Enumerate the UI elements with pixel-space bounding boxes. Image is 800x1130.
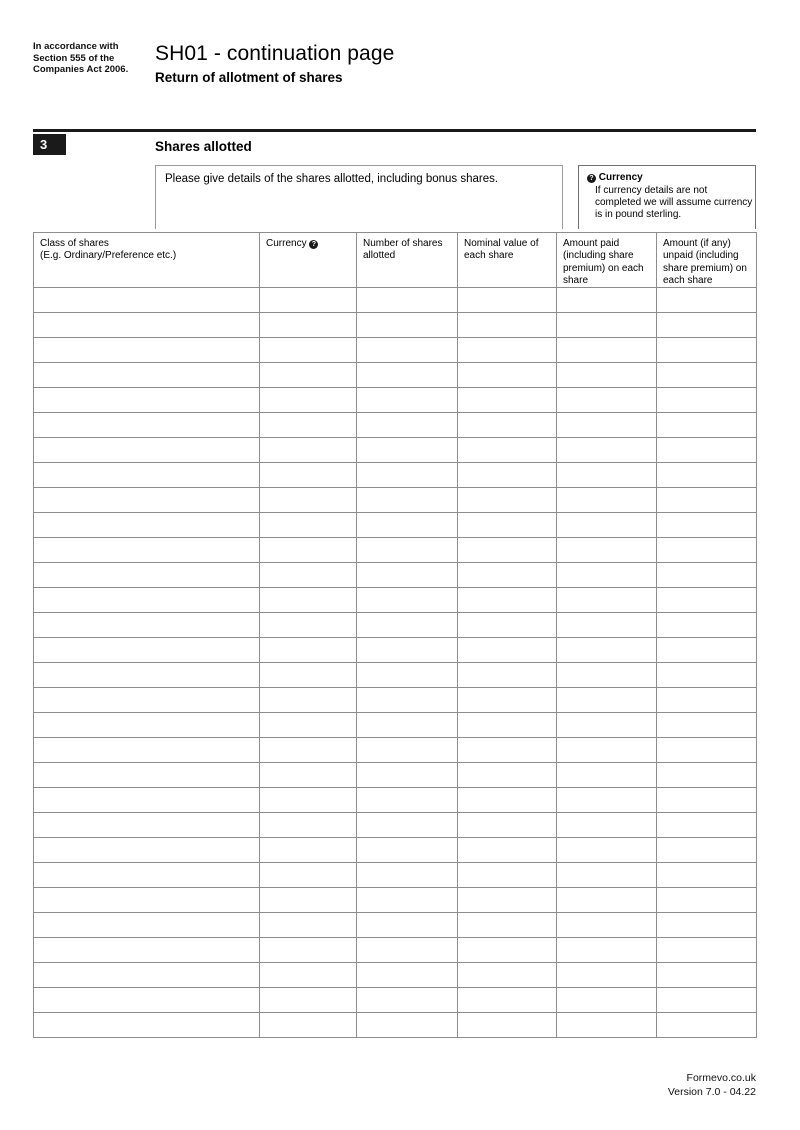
amount-unpaid-line-1: Amount (if any) — [663, 238, 731, 249]
cell-currency[interactable] — [260, 563, 357, 588]
cell-amount-unpaid[interactable] — [657, 813, 757, 838]
cell-amount-paid[interactable] — [557, 438, 657, 463]
table-row — [34, 788, 757, 813]
table-row — [34, 338, 757, 363]
cell-nominal-value-of-each-share[interactable] — [458, 838, 557, 863]
table-row — [34, 288, 757, 313]
accordance-line-2: Section 555 of the — [33, 52, 115, 64]
table-row — [34, 538, 757, 563]
section-number-badge — [33, 134, 66, 155]
cell-amount-unpaid[interactable] — [657, 738, 757, 763]
cell-number-of-shares-allotted[interactable] — [357, 463, 458, 488]
cell-class-of-shares[interactable] — [34, 913, 260, 938]
cell-amount-unpaid[interactable] — [657, 638, 757, 663]
cell-amount-paid[interactable] — [557, 413, 657, 438]
section-title: Shares allotted — [155, 139, 252, 154]
cell-number-of-shares-allotted[interactable] — [357, 713, 458, 738]
cell-nominal-value-of-each-share[interactable] — [458, 288, 557, 313]
cell-amount-unpaid[interactable] — [657, 363, 757, 388]
nominal-value-line-1: Nominal value of — [464, 238, 539, 249]
cell-amount-unpaid[interactable] — [657, 713, 757, 738]
cell-currency[interactable] — [260, 688, 357, 713]
class-of-shares-line-1: Class of shares — [40, 238, 109, 249]
cell-currency[interactable] — [260, 488, 357, 513]
class-of-shares-line-2: (E.g. Ordinary/Preference etc.) — [40, 250, 177, 262]
cell-number-of-shares-allotted[interactable] — [357, 938, 458, 963]
section-number: 3 — [40, 137, 48, 152]
cell-nominal-value-of-each-share[interactable] — [458, 413, 557, 438]
cell-currency[interactable] — [260, 1013, 357, 1038]
footer-version: Version 7.0 - 04.22 — [667, 1085, 756, 1098]
cell-amount-paid[interactable] — [557, 988, 657, 1013]
cell-nominal-value-of-each-share[interactable] — [458, 463, 557, 488]
cell-amount-unpaid[interactable] — [657, 763, 757, 788]
cell-nominal-value-of-each-share[interactable] — [458, 563, 557, 588]
accordance-line-1: In accordance with — [33, 41, 119, 52]
cell-number-of-shares-allotted[interactable] — [357, 638, 458, 663]
currency-header-label: Currency — [266, 238, 307, 249]
table-row — [34, 988, 757, 1013]
cell-currency[interactable] — [260, 813, 357, 838]
cell-nominal-value-of-each-share[interactable] — [458, 388, 557, 413]
cell-amount-unpaid[interactable] — [657, 438, 757, 463]
cell-number-of-shares-allotted[interactable] — [357, 838, 458, 863]
cell-class-of-shares[interactable] — [34, 388, 260, 413]
cell-nominal-value-of-each-share[interactable] — [458, 913, 557, 938]
cell-amount-paid[interactable] — [557, 538, 657, 563]
currency-note-heading — [587, 172, 643, 184]
cell-amount-paid[interactable] — [557, 963, 657, 988]
table-row — [34, 663, 757, 688]
shares-allotted-table-body — [34, 288, 757, 1038]
cell-nominal-value-of-each-share[interactable] — [458, 313, 557, 338]
table-row — [34, 838, 757, 863]
accordance-line-3: Companies Act 2006. — [33, 64, 129, 75]
amount-paid-line-3: premium) on each — [563, 262, 644, 274]
cell-amount-paid[interactable] — [557, 813, 657, 838]
help-question-icon: ? — [309, 240, 318, 249]
cell-amount-unpaid[interactable] — [657, 588, 757, 613]
cell-nominal-value-of-each-share[interactable] — [458, 363, 557, 388]
cell-nominal-value-of-each-share[interactable] — [458, 963, 557, 988]
cell-number-of-shares-allotted[interactable] — [357, 863, 458, 888]
cell-number-of-shares-allotted[interactable] — [357, 813, 458, 838]
cell-class-of-shares[interactable] — [34, 1013, 260, 1038]
instruction-box — [155, 165, 563, 229]
amount-unpaid-line-2: unpaid (including — [663, 250, 739, 262]
cell-number-of-shares-allotted[interactable] — [357, 738, 458, 763]
currency-note-box — [578, 165, 756, 229]
cell-number-of-shares-allotted[interactable] — [357, 513, 458, 538]
cell-currency[interactable] — [260, 438, 357, 463]
cell-class-of-shares[interactable] — [34, 363, 260, 388]
cell-class-of-shares[interactable] — [34, 288, 260, 313]
cell-class-of-shares[interactable] — [34, 613, 260, 638]
table-row — [34, 313, 757, 338]
table-row — [34, 863, 757, 888]
cell-nominal-value-of-each-share[interactable] — [458, 513, 557, 538]
cell-nominal-value-of-each-share[interactable] — [458, 663, 557, 688]
column-header-class-of-shares — [34, 233, 260, 288]
cell-currency[interactable] — [260, 788, 357, 813]
cell-nominal-value-of-each-share[interactable] — [458, 988, 557, 1013]
cell-number-of-shares-allotted[interactable] — [357, 538, 458, 563]
cell-currency[interactable] — [260, 313, 357, 338]
amount-paid-line-4: share — [563, 274, 589, 286]
cell-class-of-shares[interactable] — [34, 688, 260, 713]
cell-number-of-shares-allotted[interactable] — [357, 313, 458, 338]
cell-currency[interactable] — [260, 838, 357, 863]
cell-class-of-shares[interactable] — [34, 888, 260, 913]
cell-nominal-value-of-each-share[interactable] — [458, 938, 557, 963]
cell-currency[interactable] — [260, 388, 357, 413]
footer — [668, 1072, 756, 1099]
cell-nominal-value-of-each-share[interactable] — [458, 538, 557, 563]
cell-amount-unpaid[interactable] — [657, 838, 757, 863]
cell-amount-unpaid[interactable] — [657, 888, 757, 913]
nominal-value-line-2: each share — [464, 250, 514, 262]
cell-amount-unpaid[interactable] — [657, 688, 757, 713]
cell-number-of-shares-allotted[interactable] — [357, 1013, 458, 1038]
cell-class-of-shares[interactable] — [34, 813, 260, 838]
cell-amount-paid[interactable] — [557, 363, 657, 388]
cell-class-of-shares[interactable] — [34, 313, 260, 338]
cell-nominal-value-of-each-share[interactable] — [458, 713, 557, 738]
table-row — [34, 638, 757, 663]
cell-number-of-shares-allotted[interactable] — [357, 763, 458, 788]
cell-currency[interactable] — [260, 513, 357, 538]
cell-class-of-shares[interactable] — [34, 638, 260, 663]
table-row — [34, 1013, 757, 1038]
cell-number-of-shares-allotted[interactable] — [357, 888, 458, 913]
table-row — [34, 688, 757, 713]
currency-header-line — [266, 238, 351, 250]
table-row — [34, 413, 757, 438]
cell-class-of-shares[interactable] — [34, 438, 260, 463]
cell-number-of-shares-allotted[interactable] — [357, 438, 458, 463]
shares-allotted-table — [33, 232, 757, 1038]
table-row — [34, 938, 757, 963]
amount-paid-line-1: Amount paid — [563, 238, 620, 249]
cell-amount-paid[interactable] — [557, 1013, 657, 1038]
cell-nominal-value-of-each-share[interactable] — [458, 438, 557, 463]
cell-amount-unpaid[interactable] — [657, 388, 757, 413]
cell-class-of-shares[interactable] — [34, 513, 260, 538]
cell-number-of-shares-allotted[interactable] — [357, 488, 458, 513]
cell-amount-paid[interactable] — [557, 738, 657, 763]
cell-number-of-shares-allotted[interactable] — [357, 288, 458, 313]
cell-currency[interactable] — [260, 538, 357, 563]
help-question-icon: ? — [587, 174, 596, 183]
cell-class-of-shares[interactable] — [34, 838, 260, 863]
table-row — [34, 513, 757, 538]
cell-amount-unpaid[interactable] — [657, 613, 757, 638]
cell-amount-paid[interactable] — [557, 588, 657, 613]
cell-number-of-shares-allotted[interactable] — [357, 563, 458, 588]
instruction-text: Please give details of the shares allotted, including bonus shares. — [165, 173, 499, 185]
cell-amount-paid[interactable] — [557, 463, 657, 488]
currency-note-body: If currency details are not completed we will assume currency is in pound sterling. — [595, 185, 753, 221]
amount-unpaid-line-3: share premium) on — [663, 262, 747, 274]
cell-number-of-shares-allotted[interactable] — [357, 613, 458, 638]
column-header-amount-unpaid — [657, 233, 757, 288]
cell-amount-unpaid[interactable] — [657, 338, 757, 363]
cell-amount-unpaid[interactable] — [657, 563, 757, 588]
page-title: SH01 - continuation page — [155, 42, 395, 65]
table-row — [34, 738, 757, 763]
shares-allotted-table-wrap — [33, 232, 756, 1038]
cell-nominal-value-of-each-share[interactable] — [458, 888, 557, 913]
cell-amount-paid[interactable] — [557, 888, 657, 913]
cell-class-of-shares[interactable] — [34, 413, 260, 438]
cell-class-of-shares[interactable] — [34, 863, 260, 888]
footer-site: Formevo.co.uk — [686, 1072, 756, 1084]
cell-nominal-value-of-each-share[interactable] — [458, 613, 557, 638]
cell-class-of-shares[interactable] — [34, 963, 260, 988]
cell-currency[interactable] — [260, 763, 357, 788]
cell-nominal-value-of-each-share[interactable] — [458, 688, 557, 713]
cell-amount-paid[interactable] — [557, 338, 657, 363]
cell-number-of-shares-allotted[interactable] — [357, 588, 458, 613]
table-row — [34, 713, 757, 738]
cell-amount-unpaid[interactable] — [657, 863, 757, 888]
cell-currency[interactable] — [260, 663, 357, 688]
cell-nominal-value-of-each-share[interactable] — [458, 1013, 557, 1038]
column-header-amount-paid — [557, 233, 657, 288]
currency-note-heading-label: Currency — [598, 172, 643, 183]
cell-amount-paid[interactable] — [557, 913, 657, 938]
table-row — [34, 963, 757, 988]
cell-number-of-shares-allotted[interactable] — [357, 663, 458, 688]
page-subtitle: Return of allotment of shares — [155, 70, 343, 85]
cell-class-of-shares[interactable] — [34, 338, 260, 363]
cell-amount-paid[interactable] — [557, 688, 657, 713]
cell-amount-paid[interactable] — [557, 788, 657, 813]
cell-class-of-shares[interactable] — [34, 663, 260, 688]
cell-currency[interactable] — [260, 713, 357, 738]
table-row — [34, 763, 757, 788]
cell-currency[interactable] — [260, 338, 357, 363]
cell-class-of-shares[interactable] — [34, 788, 260, 813]
cell-currency[interactable] — [260, 938, 357, 963]
cell-number-of-shares-allotted[interactable] — [357, 913, 458, 938]
cell-amount-paid[interactable] — [557, 613, 657, 638]
cell-class-of-shares[interactable] — [34, 938, 260, 963]
cell-number-of-shares-allotted[interactable] — [357, 388, 458, 413]
cell-amount-unpaid[interactable] — [657, 288, 757, 313]
cell-amount-paid[interactable] — [557, 938, 657, 963]
cell-number-of-shares-allotted[interactable] — [357, 963, 458, 988]
column-header-nominal-value — [458, 233, 557, 288]
amount-paid-line-2: (including share — [563, 250, 634, 262]
cell-nominal-value-of-each-share[interactable] — [458, 813, 557, 838]
cell-amount-unpaid[interactable] — [657, 963, 757, 988]
cell-amount-paid[interactable] — [557, 663, 657, 688]
cell-currency[interactable] — [260, 988, 357, 1013]
cell-amount-unpaid[interactable] — [657, 488, 757, 513]
cell-amount-unpaid[interactable] — [657, 538, 757, 563]
table-row — [34, 813, 757, 838]
cell-currency[interactable] — [260, 613, 357, 638]
cell-nominal-value-of-each-share[interactable] — [458, 788, 557, 813]
table-row — [34, 588, 757, 613]
cell-class-of-shares[interactable] — [34, 538, 260, 563]
cell-amount-paid[interactable] — [557, 638, 657, 663]
cell-nominal-value-of-each-share[interactable] — [458, 338, 557, 363]
section-divider — [33, 129, 756, 132]
table-row — [34, 888, 757, 913]
cell-currency[interactable] — [260, 738, 357, 763]
cell-amount-unpaid[interactable] — [657, 938, 757, 963]
cell-class-of-shares[interactable] — [34, 588, 260, 613]
cell-amount-paid[interactable] — [557, 863, 657, 888]
cell-amount-paid[interactable] — [557, 563, 657, 588]
cell-currency[interactable] — [260, 963, 357, 988]
cell-amount-unpaid[interactable] — [657, 663, 757, 688]
cell-amount-paid[interactable] — [557, 388, 657, 413]
cell-amount-paid[interactable] — [557, 763, 657, 788]
cell-currency[interactable] — [260, 638, 357, 663]
cell-currency[interactable] — [260, 888, 357, 913]
table-row — [34, 913, 757, 938]
table-row — [34, 388, 757, 413]
cell-amount-paid[interactable] — [557, 838, 657, 863]
cell-amount-paid[interactable] — [557, 288, 657, 313]
cell-amount-unpaid[interactable] — [657, 988, 757, 1013]
cell-number-of-shares-allotted[interactable] — [357, 688, 458, 713]
cell-class-of-shares[interactable] — [34, 988, 260, 1013]
cell-number-of-shares-allotted[interactable] — [357, 788, 458, 813]
cell-amount-paid[interactable] — [557, 313, 657, 338]
column-header-number-of-shares-allotted — [357, 233, 458, 288]
cell-amount-unpaid[interactable] — [657, 1013, 757, 1038]
cell-currency[interactable] — [260, 463, 357, 488]
table-row — [34, 363, 757, 388]
cell-amount-unpaid[interactable] — [657, 463, 757, 488]
cell-class-of-shares[interactable] — [34, 763, 260, 788]
cell-amount-unpaid[interactable] — [657, 313, 757, 338]
cell-currency[interactable] — [260, 363, 357, 388]
cell-number-of-shares-allotted[interactable] — [357, 413, 458, 438]
cell-class-of-shares[interactable] — [34, 488, 260, 513]
cell-currency[interactable] — [260, 863, 357, 888]
cell-class-of-shares[interactable] — [34, 738, 260, 763]
table-row — [34, 613, 757, 638]
table-row — [34, 488, 757, 513]
cell-class-of-shares[interactable] — [34, 713, 260, 738]
cell-class-of-shares[interactable] — [34, 563, 260, 588]
cell-number-of-shares-allotted[interactable] — [357, 988, 458, 1013]
cell-class-of-shares[interactable] — [34, 463, 260, 488]
cell-currency[interactable] — [260, 913, 357, 938]
cell-number-of-shares-allotted[interactable] — [357, 363, 458, 388]
table-row — [34, 438, 757, 463]
cell-nominal-value-of-each-share[interactable] — [458, 588, 557, 613]
cell-nominal-value-of-each-share[interactable] — [458, 738, 557, 763]
table-header-row — [34, 233, 757, 288]
cell-amount-unpaid[interactable] — [657, 788, 757, 813]
cell-nominal-value-of-each-share[interactable] — [458, 863, 557, 888]
cell-amount-unpaid[interactable] — [657, 513, 757, 538]
cell-number-of-shares-allotted[interactable] — [357, 338, 458, 363]
cell-currency[interactable] — [260, 588, 357, 613]
number-of-shares-line-2: allotted — [363, 250, 396, 262]
amount-unpaid-line-4: each share — [663, 274, 713, 286]
column-header-currency — [260, 233, 357, 288]
table-row — [34, 563, 757, 588]
number-of-shares-line-1: Number of shares — [363, 238, 443, 249]
cell-amount-paid[interactable] — [557, 713, 657, 738]
cell-nominal-value-of-each-share[interactable] — [458, 763, 557, 788]
cell-nominal-value-of-each-share[interactable] — [458, 488, 557, 513]
cell-amount-unpaid[interactable] — [657, 413, 757, 438]
table-row — [34, 463, 757, 488]
cell-amount-unpaid[interactable] — [657, 913, 757, 938]
cell-amount-paid[interactable] — [557, 513, 657, 538]
cell-amount-paid[interactable] — [557, 488, 657, 513]
cell-currency[interactable] — [260, 413, 357, 438]
in-accordance-with-note — [33, 41, 143, 76]
cell-nominal-value-of-each-share[interactable] — [458, 638, 557, 663]
cell-currency[interactable] — [260, 288, 357, 313]
